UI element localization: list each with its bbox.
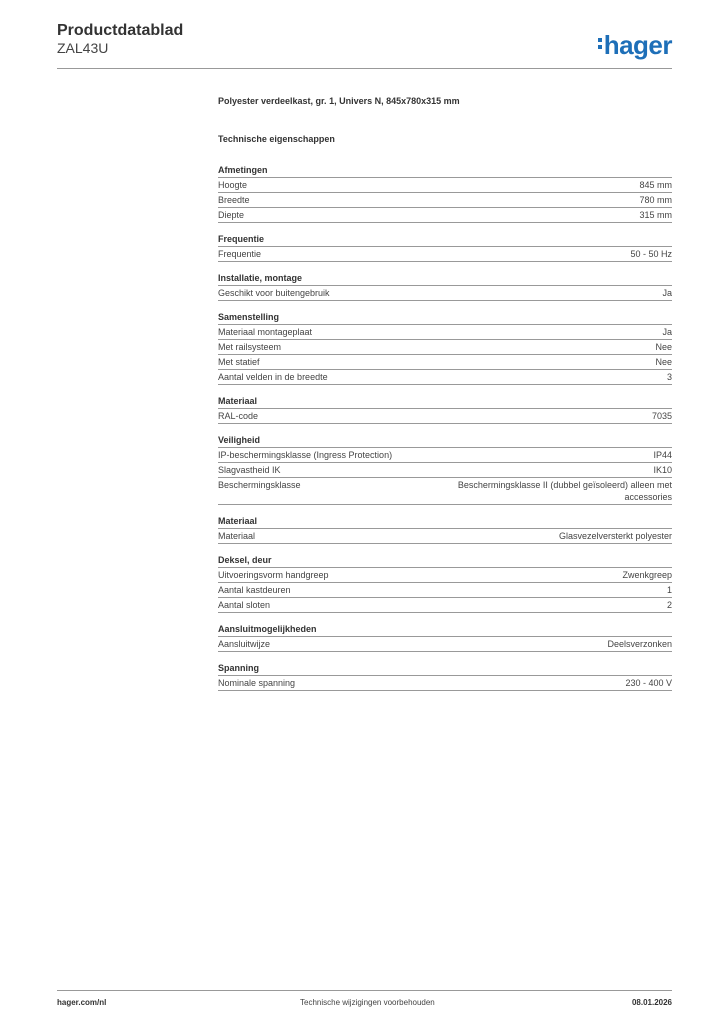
spec-label: Aantal kastdeuren — [218, 585, 291, 595]
spec-row — [218, 340, 672, 355]
spec-value: 1 — [666, 585, 672, 595]
spec-group — [218, 434, 672, 505]
spec-label: Slagvastheid IK — [218, 465, 281, 475]
spec-value: Ja — [662, 327, 672, 337]
spec-label: Met railsysteem — [218, 342, 282, 352]
spec-label: Materiaal montageplaat — [218, 327, 313, 337]
hager-logo — [598, 30, 672, 61]
spec-label: Aantal sloten — [218, 600, 271, 610]
spec-group — [218, 395, 672, 424]
spec-value: IK10 — [653, 465, 672, 475]
group-title: Spanning — [218, 662, 672, 676]
group-title: Materiaal — [218, 515, 672, 529]
footer-divider — [57, 990, 672, 991]
spec-row — [218, 325, 672, 340]
spec-value: IP44 — [653, 450, 672, 460]
spec-group — [218, 515, 672, 544]
spec-groups — [218, 164, 672, 691]
spec-value: 50 - 50 Hz — [630, 249, 672, 259]
spec-label: Uitvoeringsvorm handgreep — [218, 570, 329, 580]
spec-value: 315 mm — [639, 210, 672, 220]
spec-label: Nominale spanning — [218, 678, 296, 688]
group-title: Materiaal — [218, 395, 672, 409]
spec-label: Diepte — [218, 210, 245, 220]
spec-value: Zwenkgreep — [622, 570, 672, 580]
section-title: Technische eigenschappen — [218, 134, 335, 144]
document-title: Polyester verdeelkast, gr. 1, Univers N, 845x780x315 mm — [218, 96, 460, 106]
spec-label: Met statief — [218, 357, 260, 367]
spec-value: 845 mm — [639, 180, 672, 190]
spec-row — [218, 676, 672, 691]
spec-value: Ja — [662, 288, 672, 298]
spec-row — [218, 208, 672, 223]
footer-disclaimer: Technische wijzigingen voorbehouden — [300, 998, 435, 1007]
spec-row — [218, 478, 672, 505]
spec-row — [218, 286, 672, 301]
group-title: Samenstelling — [218, 311, 672, 325]
spec-row — [218, 583, 672, 598]
spec-label: IP-beschermingsklasse (Ingress Protection) — [218, 450, 393, 460]
page-title: Productdatablad — [57, 22, 184, 39]
spec-row — [218, 637, 672, 652]
spec-value: Glasvezelversterkt polyester — [558, 531, 672, 541]
spec-value: Nee — [655, 342, 672, 352]
spec-row — [218, 178, 672, 193]
spec-group — [218, 662, 672, 691]
spec-value: 230 - 400 V — [625, 678, 672, 688]
spec-value: 2 — [666, 600, 672, 610]
logo-dots-icon — [598, 35, 602, 52]
spec-group — [218, 554, 672, 613]
group-title: Installatie, montage — [218, 272, 672, 286]
spec-row — [218, 370, 672, 385]
spec-label: Aansluitwijze — [218, 639, 271, 649]
group-title: Veiligheid — [218, 434, 672, 448]
spec-value: Beschermingsklasse II (dubbel geïsoleerd) alleen met accessories — [457, 480, 672, 502]
spec-group — [218, 311, 672, 385]
spec-label: Materiaal — [218, 531, 256, 541]
spec-value: Nee — [655, 357, 672, 367]
group-title: Afmetingen — [218, 164, 672, 178]
spec-label: Frequentie — [218, 249, 262, 259]
spec-label: Breedte — [218, 195, 250, 205]
footer-date: 08.01.2026 — [631, 998, 672, 1007]
spec-group — [218, 164, 672, 223]
spec-row — [218, 247, 672, 262]
spec-value: 3 — [666, 372, 672, 382]
spec-row — [218, 598, 672, 613]
spec-row — [218, 568, 672, 583]
spec-group — [218, 272, 672, 301]
spec-content — [218, 96, 672, 701]
spec-label: Beschermingsklasse — [218, 480, 301, 490]
product-code: ZAL43U — [57, 40, 109, 56]
header-divider — [57, 68, 672, 69]
spec-row — [218, 448, 672, 463]
spec-group — [218, 623, 672, 652]
spec-label: Aantal velden in de breedte — [218, 372, 328, 382]
group-title: Frequentie — [218, 233, 672, 247]
spec-value: 780 mm — [639, 195, 672, 205]
spec-row — [218, 409, 672, 424]
spec-row — [218, 193, 672, 208]
group-title: Aansluitmogelijkheden — [218, 623, 672, 637]
spec-row — [218, 463, 672, 478]
spec-value: 7035 — [651, 411, 672, 421]
spec-group — [218, 233, 672, 262]
logo-text: hager — [603, 30, 672, 60]
spec-row — [218, 529, 672, 544]
spec-value: Deelsverzonken — [607, 639, 672, 649]
group-title: Deksel, deur — [218, 554, 672, 568]
spec-row — [218, 355, 672, 370]
spec-label: RAL-code — [218, 411, 259, 421]
footer-website: hager.com/nl — [57, 998, 107, 1007]
spec-label: Hoogte — [218, 180, 248, 190]
spec-label: Geschikt voor buitengebruik — [218, 288, 330, 298]
